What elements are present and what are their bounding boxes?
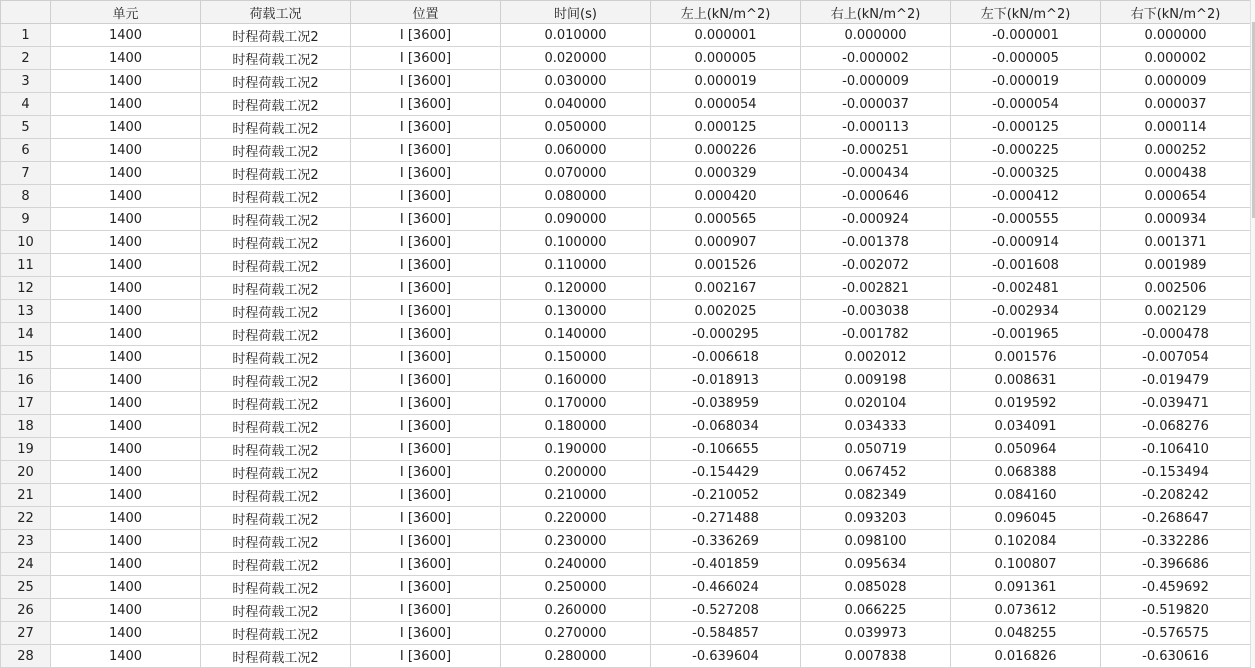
bottom-right-cell[interactable]: -0.459692 (1101, 576, 1251, 599)
time-cell[interactable]: 0.100000 (501, 231, 651, 254)
time-cell[interactable]: 0.020000 (501, 47, 651, 70)
top-right-cell[interactable]: 0.009198 (801, 369, 951, 392)
element-cell[interactable]: 1400 (51, 645, 201, 668)
top-right-cell[interactable]: -0.000009 (801, 70, 951, 93)
position-cell[interactable]: I [3600] (351, 530, 501, 553)
bottom-right-cell[interactable]: -0.576575 (1101, 622, 1251, 645)
bottom-left-cell[interactable]: 0.019592 (951, 392, 1101, 415)
top-left-cell[interactable]: 0.002025 (651, 300, 801, 323)
time-cell[interactable]: 0.120000 (501, 277, 651, 300)
row-number[interactable]: 8 (1, 185, 51, 208)
load-case-cell[interactable]: 时程荷载工况2 (201, 369, 351, 392)
top-left-cell[interactable]: -0.068034 (651, 415, 801, 438)
top-left-cell[interactable]: 0.000019 (651, 70, 801, 93)
row-number[interactable]: 2 (1, 47, 51, 70)
top-left-cell[interactable]: 0.002167 (651, 277, 801, 300)
load-case-cell[interactable]: 时程荷载工况2 (201, 47, 351, 70)
top-right-cell[interactable]: -0.000037 (801, 93, 951, 116)
table-row[interactable] (1, 70, 1251, 93)
top-right-cell[interactable]: 0.095634 (801, 553, 951, 576)
row-number[interactable]: 21 (1, 484, 51, 507)
position-cell[interactable]: I [3600] (351, 645, 501, 668)
table-row[interactable] (1, 231, 1251, 254)
bottom-right-cell[interactable]: 0.000114 (1101, 116, 1251, 139)
column-header-top-left[interactable]: 左上(kN/m^2) (651, 1, 801, 24)
top-right-cell[interactable]: 0.039973 (801, 622, 951, 645)
bottom-left-cell[interactable]: 0.100807 (951, 553, 1101, 576)
position-cell[interactable]: I [3600] (351, 507, 501, 530)
bottom-right-cell[interactable]: -0.106410 (1101, 438, 1251, 461)
time-cell[interactable]: 0.060000 (501, 139, 651, 162)
bottom-right-cell[interactable]: -0.039471 (1101, 392, 1251, 415)
table-row[interactable] (1, 415, 1251, 438)
element-cell[interactable]: 1400 (51, 208, 201, 231)
time-cell[interactable]: 0.190000 (501, 438, 651, 461)
top-left-cell[interactable]: -0.106655 (651, 438, 801, 461)
row-number[interactable]: 5 (1, 116, 51, 139)
bottom-left-cell[interactable]: 0.102084 (951, 530, 1101, 553)
top-right-cell[interactable]: -0.001782 (801, 323, 951, 346)
bottom-left-cell[interactable]: -0.001608 (951, 254, 1101, 277)
table-row[interactable] (1, 461, 1251, 484)
top-right-cell[interactable]: 0.050719 (801, 438, 951, 461)
row-number[interactable]: 16 (1, 369, 51, 392)
table-row[interactable] (1, 645, 1251, 668)
row-number[interactable]: 24 (1, 553, 51, 576)
position-cell[interactable]: I [3600] (351, 208, 501, 231)
position-cell[interactable]: I [3600] (351, 369, 501, 392)
bottom-left-cell[interactable]: -0.000225 (951, 139, 1101, 162)
element-cell[interactable]: 1400 (51, 599, 201, 622)
table-row[interactable] (1, 116, 1251, 139)
top-right-cell[interactable]: -0.000924 (801, 208, 951, 231)
time-cell[interactable]: 0.030000 (501, 70, 651, 93)
table-row[interactable] (1, 392, 1251, 415)
bottom-right-cell[interactable]: 0.000654 (1101, 185, 1251, 208)
row-number[interactable]: 1 (1, 24, 51, 47)
top-right-cell[interactable]: 0.002012 (801, 346, 951, 369)
table-row[interactable] (1, 93, 1251, 116)
time-cell[interactable]: 0.250000 (501, 576, 651, 599)
column-header-position[interactable]: 位置 (351, 1, 501, 24)
top-right-cell[interactable]: 0.007838 (801, 645, 951, 668)
bottom-left-cell[interactable]: 0.050964 (951, 438, 1101, 461)
top-left-cell[interactable]: -0.336269 (651, 530, 801, 553)
bottom-left-cell[interactable]: 0.073612 (951, 599, 1101, 622)
table-row[interactable] (1, 300, 1251, 323)
table-row[interactable] (1, 24, 1251, 47)
position-cell[interactable]: I [3600] (351, 47, 501, 70)
element-cell[interactable]: 1400 (51, 231, 201, 254)
row-number[interactable]: 22 (1, 507, 51, 530)
table-row[interactable] (1, 139, 1251, 162)
load-case-cell[interactable]: 时程荷载工况2 (201, 162, 351, 185)
load-case-cell[interactable]: 时程荷载工况2 (201, 599, 351, 622)
element-cell[interactable]: 1400 (51, 484, 201, 507)
element-cell[interactable]: 1400 (51, 24, 201, 47)
bottom-left-cell[interactable]: 0.048255 (951, 622, 1101, 645)
top-left-cell[interactable]: -0.639604 (651, 645, 801, 668)
row-number[interactable]: 26 (1, 599, 51, 622)
table-row[interactable] (1, 438, 1251, 461)
top-right-cell[interactable]: 0.034333 (801, 415, 951, 438)
top-right-cell[interactable]: -0.000646 (801, 185, 951, 208)
bottom-right-cell[interactable]: -0.268647 (1101, 507, 1251, 530)
time-cell[interactable]: 0.210000 (501, 484, 651, 507)
position-cell[interactable]: I [3600] (351, 438, 501, 461)
position-cell[interactable]: I [3600] (351, 162, 501, 185)
bottom-right-cell[interactable]: 0.001989 (1101, 254, 1251, 277)
bottom-right-cell[interactable]: 0.000252 (1101, 139, 1251, 162)
bottom-left-cell[interactable]: -0.002481 (951, 277, 1101, 300)
element-cell[interactable]: 1400 (51, 461, 201, 484)
bottom-left-cell[interactable]: -0.002934 (951, 300, 1101, 323)
load-case-cell[interactable]: 时程荷载工况2 (201, 208, 351, 231)
top-left-cell[interactable]: 0.000420 (651, 185, 801, 208)
position-cell[interactable]: I [3600] (351, 553, 501, 576)
table-row[interactable] (1, 277, 1251, 300)
table-row[interactable] (1, 530, 1251, 553)
element-cell[interactable]: 1400 (51, 392, 201, 415)
bottom-left-cell[interactable]: -0.000125 (951, 116, 1101, 139)
top-right-cell[interactable]: -0.000251 (801, 139, 951, 162)
bottom-left-cell[interactable]: -0.000005 (951, 47, 1101, 70)
position-cell[interactable]: I [3600] (351, 93, 501, 116)
load-case-cell[interactable]: 时程荷载工况2 (201, 392, 351, 415)
position-cell[interactable]: I [3600] (351, 185, 501, 208)
row-number[interactable]: 28 (1, 645, 51, 668)
load-case-cell[interactable]: 时程荷载工况2 (201, 622, 351, 645)
element-cell[interactable]: 1400 (51, 507, 201, 530)
column-header-bottom-left[interactable]: 左下(kN/m^2) (951, 1, 1101, 24)
load-case-cell[interactable]: 时程荷载工况2 (201, 461, 351, 484)
time-cell[interactable]: 0.270000 (501, 622, 651, 645)
load-case-cell[interactable]: 时程荷载工况2 (201, 70, 351, 93)
time-cell[interactable]: 0.010000 (501, 24, 651, 47)
top-left-cell[interactable]: 0.000565 (651, 208, 801, 231)
top-left-cell[interactable]: -0.154429 (651, 461, 801, 484)
top-left-cell[interactable]: -0.018913 (651, 369, 801, 392)
load-case-cell[interactable]: 时程荷载工况2 (201, 231, 351, 254)
bottom-left-cell[interactable]: 0.084160 (951, 484, 1101, 507)
element-cell[interactable]: 1400 (51, 576, 201, 599)
position-cell[interactable]: I [3600] (351, 622, 501, 645)
bottom-left-cell[interactable]: -0.000914 (951, 231, 1101, 254)
element-cell[interactable]: 1400 (51, 139, 201, 162)
row-number[interactable]: 14 (1, 323, 51, 346)
load-case-cell[interactable]: 时程荷载工况2 (201, 507, 351, 530)
load-case-cell[interactable]: 时程荷载工况2 (201, 645, 351, 668)
row-number[interactable]: 19 (1, 438, 51, 461)
time-cell[interactable]: 0.220000 (501, 507, 651, 530)
top-right-cell[interactable]: -0.000113 (801, 116, 951, 139)
bottom-left-cell[interactable]: -0.001965 (951, 323, 1101, 346)
top-left-cell[interactable]: -0.006618 (651, 346, 801, 369)
table-row[interactable] (1, 622, 1251, 645)
element-cell[interactable]: 1400 (51, 162, 201, 185)
bottom-right-cell[interactable]: -0.396686 (1101, 553, 1251, 576)
table-row[interactable] (1, 484, 1251, 507)
top-right-cell[interactable]: 0.000000 (801, 24, 951, 47)
top-right-cell[interactable]: -0.002072 (801, 254, 951, 277)
bottom-left-cell[interactable]: 0.068388 (951, 461, 1101, 484)
row-number[interactable]: 9 (1, 208, 51, 231)
position-cell[interactable]: I [3600] (351, 231, 501, 254)
position-cell[interactable]: I [3600] (351, 254, 501, 277)
row-number[interactable]: 10 (1, 231, 51, 254)
position-cell[interactable]: I [3600] (351, 392, 501, 415)
load-case-cell[interactable]: 时程荷载工况2 (201, 24, 351, 47)
time-cell[interactable]: 0.180000 (501, 415, 651, 438)
element-cell[interactable]: 1400 (51, 70, 201, 93)
element-cell[interactable]: 1400 (51, 346, 201, 369)
position-cell[interactable]: I [3600] (351, 70, 501, 93)
table-row[interactable] (1, 507, 1251, 530)
header-row (1, 1, 1251, 24)
top-left-cell[interactable]: -0.000295 (651, 323, 801, 346)
table-row[interactable] (1, 254, 1251, 277)
vertical-scrollbar[interactable] (1250, 0, 1255, 667)
bottom-right-cell[interactable]: 0.000009 (1101, 70, 1251, 93)
time-cell[interactable]: 0.280000 (501, 645, 651, 668)
top-left-cell[interactable]: -0.038959 (651, 392, 801, 415)
row-number[interactable]: 13 (1, 300, 51, 323)
load-case-cell[interactable]: 时程荷载工况2 (201, 116, 351, 139)
element-cell[interactable]: 1400 (51, 530, 201, 553)
load-case-cell[interactable]: 时程荷载工况2 (201, 323, 351, 346)
element-cell[interactable]: 1400 (51, 277, 201, 300)
load-case-cell[interactable]: 时程荷载工况2 (201, 553, 351, 576)
element-cell[interactable]: 1400 (51, 254, 201, 277)
position-cell[interactable]: I [3600] (351, 277, 501, 300)
time-cell[interactable]: 0.050000 (501, 116, 651, 139)
load-case-cell[interactable]: 时程荷载工况2 (201, 93, 351, 116)
top-right-cell[interactable]: 0.082349 (801, 484, 951, 507)
element-cell[interactable]: 1400 (51, 553, 201, 576)
bottom-right-cell[interactable]: 0.001371 (1101, 231, 1251, 254)
load-case-cell[interactable]: 时程荷载工况2 (201, 438, 351, 461)
top-right-cell[interactable]: 0.098100 (801, 530, 951, 553)
time-cell[interactable]: 0.090000 (501, 208, 651, 231)
top-right-cell[interactable]: -0.000434 (801, 162, 951, 185)
time-cell[interactable]: 0.200000 (501, 461, 651, 484)
top-left-cell[interactable]: -0.271488 (651, 507, 801, 530)
top-right-cell[interactable]: 0.067452 (801, 461, 951, 484)
bottom-right-cell[interactable]: -0.007054 (1101, 346, 1251, 369)
table-row[interactable] (1, 185, 1251, 208)
row-number[interactable]: 3 (1, 70, 51, 93)
top-right-cell[interactable]: -0.003038 (801, 300, 951, 323)
bottom-right-cell[interactable]: 0.000037 (1101, 93, 1251, 116)
table-row[interactable] (1, 323, 1251, 346)
top-left-cell[interactable]: 0.001526 (651, 254, 801, 277)
element-cell[interactable]: 1400 (51, 369, 201, 392)
row-number[interactable]: 11 (1, 254, 51, 277)
element-cell[interactable]: 1400 (51, 116, 201, 139)
bottom-left-cell[interactable]: 0.008631 (951, 369, 1101, 392)
time-cell[interactable]: 0.240000 (501, 553, 651, 576)
column-header-time[interactable]: 时间(s) (501, 1, 651, 24)
top-right-cell[interactable]: 0.066225 (801, 599, 951, 622)
time-cell[interactable]: 0.230000 (501, 530, 651, 553)
load-case-cell[interactable]: 时程荷载工况2 (201, 185, 351, 208)
top-left-cell[interactable]: 0.000125 (651, 116, 801, 139)
bottom-right-cell[interactable]: -0.000478 (1101, 323, 1251, 346)
load-case-cell[interactable]: 时程荷载工况2 (201, 254, 351, 277)
table-row[interactable] (1, 47, 1251, 70)
table-body (1, 24, 1251, 668)
row-number[interactable]: 27 (1, 622, 51, 645)
top-left-cell[interactable]: 0.000054 (651, 93, 801, 116)
bottom-left-cell[interactable]: 0.096045 (951, 507, 1101, 530)
position-cell[interactable]: I [3600] (351, 116, 501, 139)
top-left-cell[interactable]: 0.000001 (651, 24, 801, 47)
top-left-cell[interactable]: 0.000329 (651, 162, 801, 185)
select-all-corner[interactable] (1, 1, 51, 24)
position-cell[interactable]: I [3600] (351, 599, 501, 622)
time-cell[interactable]: 0.150000 (501, 346, 651, 369)
top-right-cell[interactable]: 0.020104 (801, 392, 951, 415)
position-cell[interactable]: I [3600] (351, 24, 501, 47)
bottom-right-cell[interactable]: -0.332286 (1101, 530, 1251, 553)
time-cell[interactable]: 0.160000 (501, 369, 651, 392)
table-row[interactable] (1, 576, 1251, 599)
time-cell[interactable]: 0.070000 (501, 162, 651, 185)
row-number[interactable]: 23 (1, 530, 51, 553)
load-case-cell[interactable]: 时程荷载工况2 (201, 300, 351, 323)
load-case-cell[interactable]: 时程荷载工况2 (201, 576, 351, 599)
top-right-cell[interactable]: -0.002821 (801, 277, 951, 300)
element-cell[interactable]: 1400 (51, 438, 201, 461)
bottom-left-cell[interactable]: 0.001576 (951, 346, 1101, 369)
row-number[interactable]: 17 (1, 392, 51, 415)
bottom-left-cell[interactable]: -0.000555 (951, 208, 1101, 231)
position-cell[interactable]: I [3600] (351, 139, 501, 162)
table-row[interactable] (1, 599, 1251, 622)
bottom-right-cell[interactable]: -0.068276 (1101, 415, 1251, 438)
element-cell[interactable]: 1400 (51, 300, 201, 323)
time-cell[interactable]: 0.170000 (501, 392, 651, 415)
top-right-cell[interactable]: 0.093203 (801, 507, 951, 530)
row-number[interactable]: 6 (1, 139, 51, 162)
bottom-right-cell[interactable]: 0.000934 (1101, 208, 1251, 231)
bottom-right-cell[interactable]: 0.002129 (1101, 300, 1251, 323)
top-left-cell[interactable]: -0.401859 (651, 553, 801, 576)
top-left-cell[interactable]: 0.000226 (651, 139, 801, 162)
bottom-right-cell[interactable]: -0.153494 (1101, 461, 1251, 484)
table-row[interactable] (1, 346, 1251, 369)
bottom-left-cell[interactable]: -0.000054 (951, 93, 1101, 116)
bottom-right-cell[interactable]: 0.000438 (1101, 162, 1251, 185)
top-right-cell[interactable]: -0.000002 (801, 47, 951, 70)
bottom-left-cell[interactable]: -0.000019 (951, 70, 1101, 93)
column-header-top-right[interactable]: 右上(kN/m^2) (801, 1, 951, 24)
element-cell[interactable]: 1400 (51, 185, 201, 208)
time-cell[interactable]: 0.040000 (501, 93, 651, 116)
bottom-right-cell[interactable]: -0.019479 (1101, 369, 1251, 392)
bottom-left-cell[interactable]: -0.000412 (951, 185, 1101, 208)
table-row[interactable] (1, 208, 1251, 231)
row-number[interactable]: 12 (1, 277, 51, 300)
bottom-left-cell[interactable]: -0.000001 (951, 24, 1101, 47)
table-row[interactable] (1, 369, 1251, 392)
position-cell[interactable]: I [3600] (351, 300, 501, 323)
top-left-cell[interactable]: -0.210052 (651, 484, 801, 507)
top-left-cell[interactable]: 0.000907 (651, 231, 801, 254)
column-header-load-case[interactable]: 荷载工况 (201, 1, 351, 24)
position-cell[interactable]: I [3600] (351, 415, 501, 438)
column-header-bottom-right[interactable]: 右下(kN/m^2) (1101, 1, 1251, 24)
bottom-left-cell[interactable]: 0.034091 (951, 415, 1101, 438)
row-number[interactable]: 4 (1, 93, 51, 116)
bottom-right-cell[interactable]: 0.002506 (1101, 277, 1251, 300)
bottom-right-cell[interactable]: -0.208242 (1101, 484, 1251, 507)
load-case-cell[interactable]: 时程荷载工况2 (201, 415, 351, 438)
time-cell[interactable]: 0.260000 (501, 599, 651, 622)
position-cell[interactable]: I [3600] (351, 461, 501, 484)
time-cell[interactable]: 0.110000 (501, 254, 651, 277)
row-number[interactable]: 7 (1, 162, 51, 185)
load-case-cell[interactable]: 时程荷载工况2 (201, 530, 351, 553)
element-cell[interactable]: 1400 (51, 415, 201, 438)
table-row[interactable] (1, 553, 1251, 576)
top-right-cell[interactable]: -0.001378 (801, 231, 951, 254)
load-case-cell[interactable]: 时程荷载工况2 (201, 484, 351, 507)
bottom-right-cell[interactable]: -0.519820 (1101, 599, 1251, 622)
bottom-right-cell[interactable]: -0.630616 (1101, 645, 1251, 668)
table-row[interactable] (1, 162, 1251, 185)
position-cell[interactable]: I [3600] (351, 576, 501, 599)
position-cell[interactable]: I [3600] (351, 484, 501, 507)
bottom-right-cell[interactable]: 0.000002 (1101, 47, 1251, 70)
top-right-cell[interactable]: 0.085028 (801, 576, 951, 599)
time-cell[interactable]: 0.130000 (501, 300, 651, 323)
element-cell[interactable]: 1400 (51, 323, 201, 346)
row-number[interactable]: 15 (1, 346, 51, 369)
top-left-cell[interactable]: -0.527208 (651, 599, 801, 622)
position-cell[interactable]: I [3600] (351, 323, 501, 346)
time-cell[interactable]: 0.080000 (501, 185, 651, 208)
bottom-right-cell[interactable]: 0.000000 (1101, 24, 1251, 47)
row-number[interactable]: 25 (1, 576, 51, 599)
element-cell[interactable]: 1400 (51, 47, 201, 70)
top-left-cell[interactable]: -0.584857 (651, 622, 801, 645)
load-case-cell[interactable]: 时程荷载工况2 (201, 139, 351, 162)
column-header-element[interactable]: 单元 (51, 1, 201, 24)
top-left-cell[interactable]: 0.000005 (651, 47, 801, 70)
bottom-left-cell[interactable]: 0.016826 (951, 645, 1101, 668)
row-number[interactable]: 18 (1, 415, 51, 438)
row-number[interactable]: 20 (1, 461, 51, 484)
bottom-left-cell[interactable]: -0.000325 (951, 162, 1101, 185)
time-cell[interactable]: 0.140000 (501, 323, 651, 346)
position-cell[interactable]: I [3600] (351, 346, 501, 369)
bottom-left-cell[interactable]: 0.091361 (951, 576, 1101, 599)
top-left-cell[interactable]: -0.466024 (651, 576, 801, 599)
element-cell[interactable]: 1400 (51, 622, 201, 645)
load-case-cell[interactable]: 时程荷载工况2 (201, 346, 351, 369)
load-case-cell[interactable]: 时程荷载工况2 (201, 277, 351, 300)
element-cell[interactable]: 1400 (51, 93, 201, 116)
